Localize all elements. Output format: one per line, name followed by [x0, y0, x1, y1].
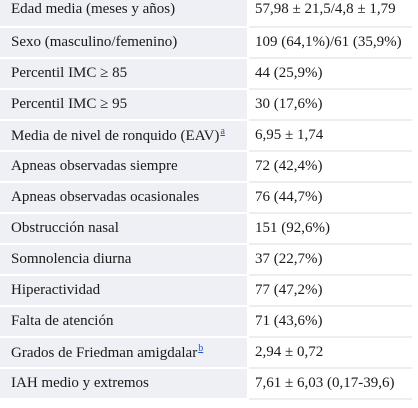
table-row — [0, 58, 412, 89]
row-label — [0, 275, 248, 306]
row-value: 71 (43,6%) — [248, 306, 412, 337]
row-value: 77 (47,2%) — [248, 275, 412, 306]
table-row — [0, 89, 412, 120]
row-label-text: Falta de atención — [11, 313, 114, 329]
row-label-text: Percentil IMC ≥ 85 — [11, 65, 128, 81]
row-label-text: Grados de Friedman amigdalar — [11, 345, 198, 361]
row-label-text: Media de nivel de ronquido (EAV) — [11, 128, 220, 144]
row-value: 151 (92,6%) — [248, 213, 412, 244]
footnote-link-b[interactable]: b — [198, 343, 204, 354]
row-label-text: Apneas observadas siempre — [11, 158, 178, 174]
row-value: 30 (17,6%) — [248, 89, 412, 120]
row-value: 37 (22,7%) — [248, 244, 412, 275]
row-label — [0, 0, 248, 27]
table-row — [0, 337, 412, 368]
row-value: 6,95 ± 1,74 — [248, 120, 412, 151]
table-row — [0, 182, 412, 213]
row-value: 109 (64,1%)/61 (35,9%) — [248, 27, 412, 58]
row-label-text: IAH medio y extremos — [11, 375, 149, 391]
table-row — [0, 0, 412, 27]
row-value: 2,94 ± 0,72 — [248, 337, 412, 368]
row-label-text: Somnolencia diurna — [11, 251, 132, 267]
row-label — [0, 182, 248, 213]
table-row — [0, 244, 412, 275]
table-row — [0, 275, 412, 306]
table-row — [0, 151, 412, 182]
row-label — [0, 368, 248, 399]
table-row — [0, 368, 412, 399]
table-row — [0, 306, 412, 337]
row-value: 72 (42,4%) — [248, 151, 412, 182]
row-label-text: Sexo (masculino/femenino) — [11, 34, 178, 50]
row-value: 57,98 ± 21,5/4,8 ± 1,79 — [248, 0, 412, 27]
row-label — [0, 58, 248, 89]
row-label-text: Apneas observadas ocasionales — [11, 189, 200, 205]
row-label — [0, 27, 248, 58]
row-value: 44 (25,9%) — [248, 58, 412, 89]
row-label — [0, 244, 248, 275]
table-row — [0, 120, 412, 151]
table-row — [0, 27, 412, 58]
table-row — [0, 213, 412, 244]
row-label — [0, 213, 248, 244]
footnote-link-a[interactable]: a — [220, 126, 225, 137]
row-label-text: Obstrucción nasal — [11, 220, 119, 236]
row-label-text: Edad media (meses y años) — [11, 1, 176, 17]
row-label-text: Percentil IMC ≥ 95 — [11, 96, 128, 112]
row-label — [0, 337, 248, 368]
row-label — [0, 120, 248, 151]
row-label — [0, 151, 248, 182]
row-value: 7,61 ± 6,03 (0,17-39,6) — [248, 368, 412, 399]
row-label — [0, 306, 248, 337]
row-label — [0, 89, 248, 120]
row-value: 76 (44,7%) — [248, 182, 412, 213]
row-label-text: Hiperactividad — [11, 282, 101, 298]
